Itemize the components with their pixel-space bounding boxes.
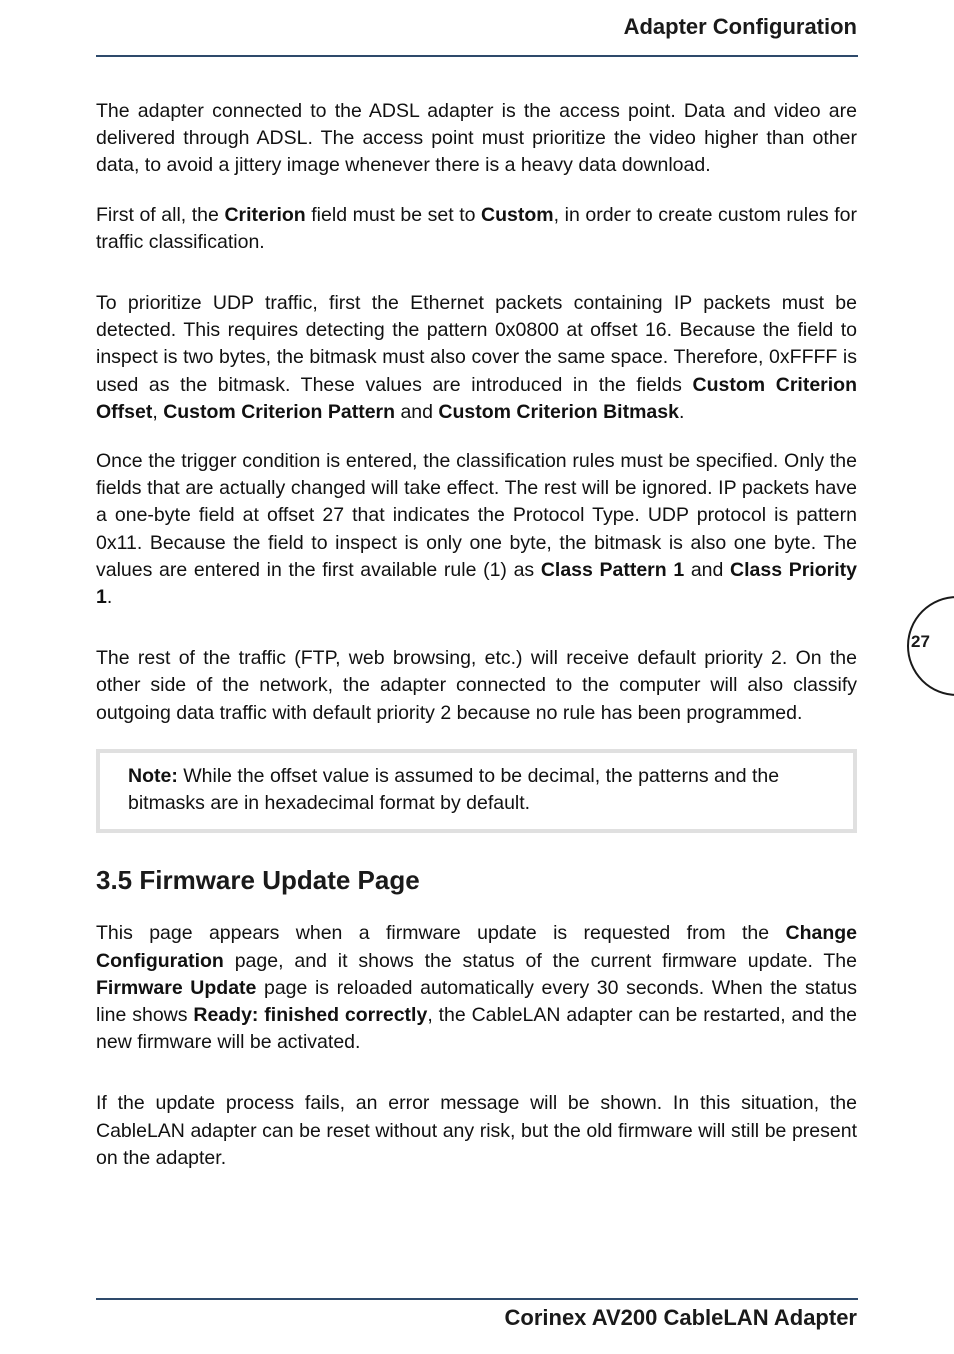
header-divider <box>96 55 858 57</box>
footer-divider <box>96 1298 858 1300</box>
paragraph-default-priority: The rest of the traffic (FTP, web browsing, etc.) will receive default priority 2. On the other side of the network, the adapter connected to the computer will also classify outgoing data traffic with default priority 2 because no rule has been programmed. <box>96 647 857 724</box>
paragraph-criterion: First of all, the Criterion field must be set to Custom, in order to create custom rules for traffic classification. <box>96 203 857 253</box>
page-content <box>96 98 857 1194</box>
paragraph-classification-rules: Once the trigger condition is entered, the classification rules must be specified. Only the fields that are actually changed will take effect. The rest will be ignored. IP packets have a one-byte field at offset 27 that indicates the Protocol Type. UDP protocol is pattern 0x11. Because the field to inspect is only one byte, the bitmask is also one byte. The values are entered in the first available rule (1) as Class Pattern 1 and Class Priority 1. <box>96 450 857 609</box>
paragraph-update-fails: If the update process fails, an error message will be shown. In this situation, the CableLAN adapter can be reset without any risk, but the old firmware will still be present on the adapter. <box>96 1092 857 1169</box>
section-title: 3.5 Firmware Update Page <box>96 865 420 896</box>
paragraph-udp-traffic: To prioritize UDP traffic, first the Ethernet packets containing IP packets must be detected. This requires detecting the pattern 0x0800 at offset 16. Because the field to inspect is two bytes, the bitmask must also cover the same space. Therefore, 0xFFFF is used as the bitmask. These values are introduced in the fields Custom Criterion Offset, Custom Criterion Pattern and Custom Criterion Bitmask. <box>96 292 857 423</box>
note-label: Note: <box>128 764 178 787</box>
note-text: Note: While the offset value is assumed to be decimal, the patterns and the bitmasks are in hexadecimal format by default. <box>128 764 780 815</box>
page-number: 27 <box>911 632 930 651</box>
paragraph-firmware-update: This page appears when a firmware update is requested from the Change Configuration page, and it shows the status of the current firmware update. The Firmware Update page is reloaded automatically every 30 seconds. When the status line shows Ready: finished correctly, the CableLAN adapter can be restarted, and the new firmware will be activated. <box>96 922 858 1054</box>
paragraph-access-point: The adapter connected to the ADSL adapter is the access point. Data and video are delivered through ADSL. The access point must prioritize the video higher than other data, to avoid a jittery image whenever there is a heavy data download. <box>96 100 857 177</box>
footer-title: Corinex AV200 CableLAN Adapter <box>504 1305 857 1330</box>
header-title: Adapter Configuration <box>623 14 857 39</box>
note-box <box>96 749 857 833</box>
